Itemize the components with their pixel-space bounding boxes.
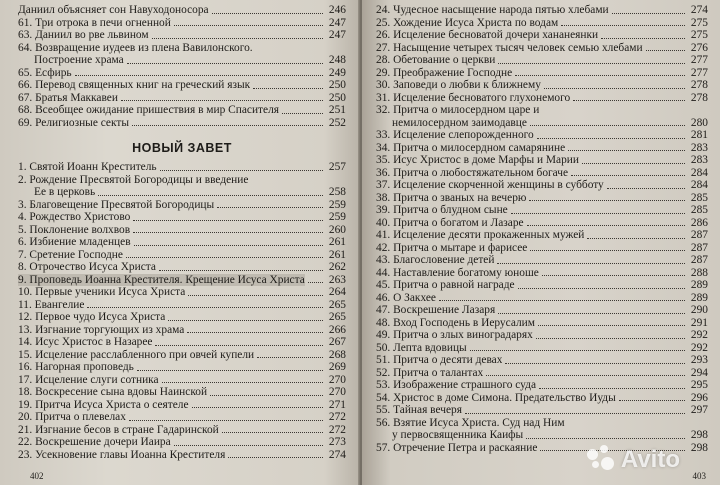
dot-leader	[537, 138, 685, 139]
toc-entry-title: 42. Притча о мытаре и фарисее	[376, 241, 528, 254]
dot-leader	[571, 175, 685, 176]
toc-entry-page: 289	[690, 291, 708, 304]
toc-entry	[18, 449, 346, 462]
toc-entry-page: 249	[328, 66, 346, 79]
toc-entry-page: 285	[690, 204, 708, 216]
toc-entry-title: 68. Всеобщее ожидание пришествия в мир Спасителя	[18, 104, 280, 116]
toc-entry	[18, 67, 346, 80]
toc-entry-page: 296	[690, 391, 708, 404]
toc-entry-page: 259	[328, 211, 346, 223]
dot-leader	[174, 445, 323, 446]
toc-entry-page: 269	[328, 361, 346, 373]
dot-leader	[129, 420, 323, 421]
dot-leader	[132, 125, 323, 126]
toc-entry	[376, 292, 708, 305]
dot-leader	[308, 282, 323, 283]
dot-leader	[544, 88, 685, 89]
toc-entry-title: 35. Исус Христос в доме Марфы и Марии	[376, 154, 579, 166]
toc-entry-page: 247	[328, 16, 346, 29]
toc-entry	[18, 224, 346, 237]
dot-leader	[217, 207, 323, 208]
toc-entry	[376, 404, 708, 417]
toc-entry-title: 40. Притча о богатом и Лазаре	[376, 216, 524, 229]
toc-entry	[376, 204, 708, 217]
toc-entry	[18, 117, 346, 130]
toc-entry-page: 271	[328, 398, 346, 411]
dot-leader	[133, 220, 323, 221]
toc-entry-title: 3. Благовещение Пресвятой Богородицы	[18, 198, 215, 211]
toc-entry-title: 16. Нагорная проповедь	[18, 361, 134, 373]
toc-entry-page: 272	[328, 423, 346, 436]
dot-leader	[646, 50, 685, 51]
dot-leader	[257, 357, 323, 358]
toc-entry-title: 11. Евангелие	[18, 298, 85, 311]
toc-entry-page: 257	[328, 161, 346, 173]
toc-entry-page: 261	[328, 248, 346, 261]
toc-entry-page: 248	[328, 54, 346, 66]
toc-entry-title: 34. Притча о милосердном самарянине	[376, 141, 566, 154]
toc-entry-title: 17. Исцеление слуги сотника	[18, 373, 159, 386]
toc-entry	[18, 54, 346, 67]
dot-leader	[530, 125, 685, 126]
toc-entry-page: 259	[328, 198, 346, 211]
toc-entry	[376, 154, 708, 167]
toc-entry-page: 278	[690, 91, 708, 104]
dot-leader	[497, 263, 685, 264]
toc-entry-page: 289	[690, 279, 708, 291]
toc-entry-title: Ее в церковь	[34, 186, 96, 198]
toc-entry-page: 265	[328, 311, 346, 323]
toc-entry	[376, 42, 708, 55]
toc-entry-page: 294	[690, 366, 708, 379]
dot-leader	[133, 232, 323, 233]
toc-entry	[18, 361, 346, 374]
toc-entry	[18, 374, 346, 387]
toc-entry	[376, 192, 708, 205]
toc-entry-page: 283	[690, 154, 708, 166]
toc-entry-title: 26. Исцеление бесноватой дочери хананеянки	[376, 29, 599, 41]
toc-entry-page: 250	[328, 91, 346, 104]
toc-entry-page: 292	[690, 341, 708, 354]
toc-entry	[376, 379, 708, 392]
toc-entry	[18, 399, 346, 412]
toc-entry	[18, 349, 346, 362]
toc-entry-page: 280	[690, 116, 708, 129]
toc-entry-page: 267	[328, 336, 346, 348]
toc-entry	[376, 4, 708, 17]
dot-leader	[187, 332, 323, 333]
toc-entry-page: 297	[690, 404, 708, 416]
toc-entry	[376, 392, 708, 405]
dot-leader	[568, 150, 685, 151]
toc-entry	[376, 167, 708, 180]
toc-entry-page: 287	[690, 229, 708, 241]
toc-entry-title: 39. Притча о блудном сыне	[376, 204, 508, 216]
toc-entry-title: 43. Благословение детей	[376, 254, 495, 266]
toc-entry	[376, 267, 708, 280]
toc-entry-page: 265	[328, 298, 346, 311]
dot-leader	[529, 200, 685, 201]
toc-entry	[18, 236, 346, 249]
toc-entry-title: 38. Притча о званых на вечерю	[376, 191, 527, 204]
toc-entry-title: 14. Исус Христос в Назарее	[18, 336, 153, 348]
toc-entry-page: 284	[690, 179, 708, 191]
toc-entry-title: 61. Три отрока в печи огненной	[18, 16, 171, 29]
dot-leader	[498, 63, 685, 64]
dot-leader	[98, 195, 323, 196]
toc-entry	[18, 161, 346, 174]
toc-entry	[376, 279, 708, 292]
toc-entry-page: 298	[690, 429, 708, 441]
dot-leader	[121, 100, 323, 101]
dot-leader	[518, 288, 685, 289]
dot-leader	[134, 245, 323, 246]
dot-leader	[561, 25, 685, 26]
toc-entry-title: 65. Есфирь	[18, 66, 72, 79]
toc-list-old-testament-end	[18, 4, 346, 129]
dot-leader	[87, 307, 323, 308]
toc-entry-page: 277	[690, 66, 708, 79]
toc-entry	[18, 411, 346, 424]
toc-entry	[376, 179, 708, 192]
right-page	[362, 0, 720, 485]
toc-entry-page: 246	[328, 4, 346, 16]
toc-entry-title: 5. Поклонение волхвов	[18, 223, 131, 236]
toc-entry-page: 287	[690, 241, 708, 254]
toc-entry-title: 10. Первые ученики Исуса Христа	[18, 286, 186, 298]
toc-entry-title: 25. Хождение Исуса Христа по водам	[376, 16, 559, 29]
dot-leader	[253, 88, 323, 89]
toc-entry	[376, 329, 708, 342]
toc-entry-page: 250	[328, 79, 346, 91]
toc-entry-title: 19. Притча Исуса Христа о сеятеле	[18, 398, 189, 411]
toc-entry-page: 283	[690, 141, 708, 154]
dot-leader	[210, 395, 323, 396]
toc-entry-title: 2. Рождение Пресвятой Богородицы и введение	[18, 173, 249, 186]
toc-entry-title: 6. Избиение младенцев	[18, 236, 131, 248]
dot-leader	[607, 188, 685, 189]
toc-entry-title: 4. Рождество Христово	[18, 211, 131, 223]
dot-leader	[587, 238, 685, 239]
toc-entry-page: 261	[328, 236, 346, 248]
toc-entry-page: 275	[690, 16, 708, 29]
dot-leader	[137, 370, 323, 371]
toc-entry-page: 295	[690, 379, 708, 391]
toc-entry-title: 64. Возвращение иудеев из плена Вавилонского.	[18, 41, 253, 54]
toc-entry-title: 12. Первое чудо Исуса Христа	[18, 311, 166, 323]
dot-leader	[159, 270, 323, 271]
toc-entry	[18, 249, 346, 262]
toc-entry-title: 8. Отрочество Исуса Христа	[18, 261, 156, 273]
dot-leader	[619, 400, 685, 401]
toc-entry	[18, 42, 346, 55]
toc-entry	[18, 174, 346, 187]
toc-entry	[376, 17, 708, 30]
toc-entry-page: 287	[690, 254, 708, 266]
toc-entry	[18, 311, 346, 324]
toc-entry-page: 268	[328, 348, 346, 361]
toc-entry	[376, 142, 708, 155]
toc-list-new-testament-continued	[376, 4, 708, 454]
toc-entry-page: 285	[690, 191, 708, 204]
toc-entry-title: Построение храма	[34, 54, 124, 66]
toc-entry-page: 252	[328, 116, 346, 129]
toc-entry	[18, 324, 346, 337]
toc-entry-page: 275	[690, 29, 708, 41]
toc-entry	[376, 367, 708, 380]
toc-entry	[376, 417, 708, 430]
toc-entry-title: 21. Изгнание бесов в стране Гадаринской	[18, 423, 219, 436]
toc-entry	[18, 4, 346, 17]
dot-leader	[515, 75, 685, 76]
toc-entry-page: 260	[328, 223, 346, 236]
toc-entry	[18, 104, 346, 117]
toc-list-new-testament	[18, 161, 346, 461]
toc-entry-page: 288	[690, 266, 708, 279]
toc-entry-page: 263	[328, 273, 346, 286]
toc-entry-page: 274	[328, 448, 346, 461]
page-number-left: 402	[30, 471, 44, 481]
toc-entry-title: 52. Притча о талантах	[376, 366, 484, 379]
toc-entry-title: 44. Наставление богатому юноше	[376, 266, 539, 279]
toc-entry	[18, 286, 346, 299]
toc-entry-title: 15. Исцеление расслабленного при овчей купели	[18, 348, 255, 361]
toc-entry-title: 28. Обетование о церкви	[376, 54, 496, 66]
toc-entry-page: 276	[690, 41, 708, 54]
toc-entry	[18, 424, 346, 437]
watermark-text: Avito	[620, 446, 680, 473]
toc-entry-title: 13. Изгнание торгующих из храма	[18, 323, 185, 336]
toc-entry	[376, 342, 708, 355]
toc-entry	[18, 199, 346, 212]
toc-entry-title: 27. Насыщение четырех тысяч человек семью хлебами	[376, 41, 643, 54]
toc-entry	[18, 436, 346, 449]
toc-entry-page: 258	[328, 186, 346, 198]
dot-leader	[168, 320, 323, 321]
toc-entry-page: 277	[690, 54, 708, 66]
toc-entry-title: 32. Притча о милосердном царе и	[376, 104, 540, 116]
toc-entry-page: 290	[690, 304, 708, 316]
toc-entry	[376, 54, 708, 67]
toc-entry	[18, 92, 346, 105]
toc-entry-title: 31. Исцеление бесноватого глухонемого	[376, 91, 571, 104]
page-number-right: 403	[692, 471, 706, 481]
toc-entry-title: немилосердном заимодавце	[392, 116, 527, 129]
toc-entry-page: 278	[690, 79, 708, 91]
toc-entry	[376, 129, 708, 142]
toc-entry	[376, 104, 708, 117]
toc-entry	[376, 242, 708, 255]
dot-leader	[126, 257, 323, 258]
toc-entry-page: 270	[328, 386, 346, 398]
toc-entry	[376, 79, 708, 92]
toc-entry-page: 291	[690, 316, 708, 329]
dot-leader	[222, 432, 323, 433]
dot-leader	[212, 13, 323, 14]
toc-entry	[18, 17, 346, 30]
dot-leader	[530, 250, 685, 251]
toc-entry-title: 57. Отречение Петра и раскаяние	[376, 441, 538, 454]
toc-entry	[376, 29, 708, 42]
avito-watermark	[585, 445, 680, 475]
toc-entry-title: 46. О Закхее	[376, 291, 436, 304]
dot-leader	[162, 382, 323, 383]
dot-leader	[75, 75, 323, 76]
section-title-new-testament: НОВЫЙ ЗАВЕТ	[132, 141, 232, 155]
toc-entry-title: 23. Усекновение главы Иоанна Крестителя	[18, 448, 226, 461]
dot-leader	[282, 113, 323, 114]
toc-entry	[18, 29, 346, 42]
toc-entry	[18, 386, 346, 399]
toc-entry	[376, 304, 708, 317]
toc-entry-title: 24. Чудесное насыщение народа пятью хлебами	[376, 4, 609, 16]
dot-leader	[542, 275, 685, 276]
toc-entry	[376, 92, 708, 105]
toc-entry-title: 67. Братья Маккавеи	[18, 91, 118, 104]
toc-entry	[18, 274, 346, 287]
toc-entry-page: 292	[690, 329, 708, 341]
toc-entry-title: 51. Притча о десяти девах	[376, 354, 503, 366]
toc-entry	[18, 186, 346, 199]
toc-entry-title: 50. Лепта вдовицы	[376, 341, 467, 354]
dot-leader	[155, 345, 323, 346]
toc-entry-title: 41. Исцеление десяти прокаженных мужей	[376, 229, 585, 241]
toc-entry-title: 47. Воскрешение Лазаря	[376, 304, 496, 316]
toc-entry	[18, 299, 346, 312]
dot-leader	[174, 25, 323, 26]
toc-entry	[18, 261, 346, 274]
toc-entry-title: 55. Тайная вечеря	[376, 404, 462, 416]
dot-leader	[505, 363, 685, 364]
toc-entry-title: 36. Притча о любостяжательном богаче	[376, 166, 569, 179]
toc-entry-page: 262	[328, 261, 346, 273]
toc-entry-title: 37. Исцеление скорченной женщины в субботу	[376, 179, 604, 191]
toc-entry-title: 9. Проповедь Иоанна Крестителя. Крещение Исуса Христа	[18, 273, 305, 286]
toc-entry	[376, 354, 708, 367]
dot-leader	[127, 63, 323, 64]
toc-entry-page: 266	[328, 323, 346, 336]
toc-entry	[376, 254, 708, 267]
toc-entry-title: 63. Даниил во рве львином	[18, 29, 149, 41]
toc-entry-title: 30. Заповеди о любви к ближнему	[376, 79, 541, 91]
toc-entry	[18, 211, 346, 224]
toc-entry-title: Даниил объясняет сон Навуходоносора	[18, 4, 209, 16]
toc-entry-title: 22. Воскрешение дочери Иаира	[18, 436, 171, 448]
toc-entry	[376, 67, 708, 80]
dot-leader	[152, 38, 323, 39]
dot-leader	[192, 407, 323, 408]
toc-entry-page: 264	[328, 286, 346, 298]
toc-entry-title: 53. Изображение страшного суда	[376, 379, 537, 391]
toc-entry-page: 284	[690, 166, 708, 179]
toc-entry-title: 49. Притча о злых виноградарях	[376, 329, 533, 341]
toc-entry-page: 272	[328, 411, 346, 423]
toc-entry-page: 298	[690, 441, 708, 454]
dot-leader	[511, 213, 685, 214]
toc-entry-page: 286	[690, 216, 708, 229]
toc-entry-page: 270	[328, 373, 346, 386]
dot-leader	[582, 163, 685, 164]
toc-entry-page: 251	[328, 104, 346, 116]
toc-entry-title: у первосвященника Каифы	[392, 429, 524, 441]
toc-entry-title: 69. Религиозные секты	[18, 116, 129, 129]
dot-leader	[527, 225, 685, 226]
toc-entry	[376, 229, 708, 242]
toc-entry-title: 1. Святой Иоанн Креститель	[18, 161, 157, 173]
toc-entry	[18, 79, 346, 92]
dot-leader	[526, 438, 685, 439]
toc-entry	[376, 217, 708, 230]
toc-entry-page: 274	[690, 4, 708, 16]
avito-logo-icon	[585, 445, 615, 475]
toc-entry-page: 293	[690, 354, 708, 366]
dot-leader	[439, 300, 685, 301]
toc-entry-title: 18. Воскресение сына вдовы Наинской	[18, 386, 208, 398]
toc-entry	[376, 429, 708, 442]
dot-leader	[539, 388, 685, 389]
dot-leader	[612, 13, 685, 14]
toc-entry-page: 273	[328, 436, 346, 448]
dot-leader	[160, 170, 323, 171]
dot-leader	[188, 295, 323, 296]
toc-entry-title: 54. Христос в доме Симона. Предательство Иуды	[376, 391, 616, 404]
dot-leader	[228, 457, 323, 458]
dot-leader	[573, 100, 685, 101]
toc-entry-title: 20. Притча о плевелах	[18, 411, 126, 423]
toc-entry	[376, 317, 708, 330]
toc-entry	[376, 117, 708, 130]
dot-leader	[498, 313, 685, 314]
dot-leader	[470, 350, 685, 351]
dot-leader	[536, 338, 685, 339]
dot-leader	[465, 413, 685, 414]
toc-entry-title: 45. Притча о равной награде	[376, 279, 515, 291]
toc-entry-page: 281	[690, 129, 708, 141]
dot-leader	[486, 375, 685, 376]
toc-entry-title: 66. Перевод священных книг на греческий язык	[18, 79, 251, 91]
toc-entry-page: 247	[328, 29, 346, 41]
toc-entry-title: 33. Исцеление слепорожденного	[376, 129, 534, 141]
dot-leader	[538, 325, 685, 326]
dot-leader	[601, 38, 685, 39]
toc-entry	[18, 336, 346, 349]
toc-entry-title: 48. Вход Господень в Иерусалим	[376, 316, 535, 329]
toc-entry-title: 29. Преображение Господне	[376, 66, 513, 79]
toc-entry-title: 7. Сретение Господне	[18, 248, 123, 261]
toc-entry-title: 56. Взятие Исуса Христа. Суд над Ним	[376, 416, 565, 429]
